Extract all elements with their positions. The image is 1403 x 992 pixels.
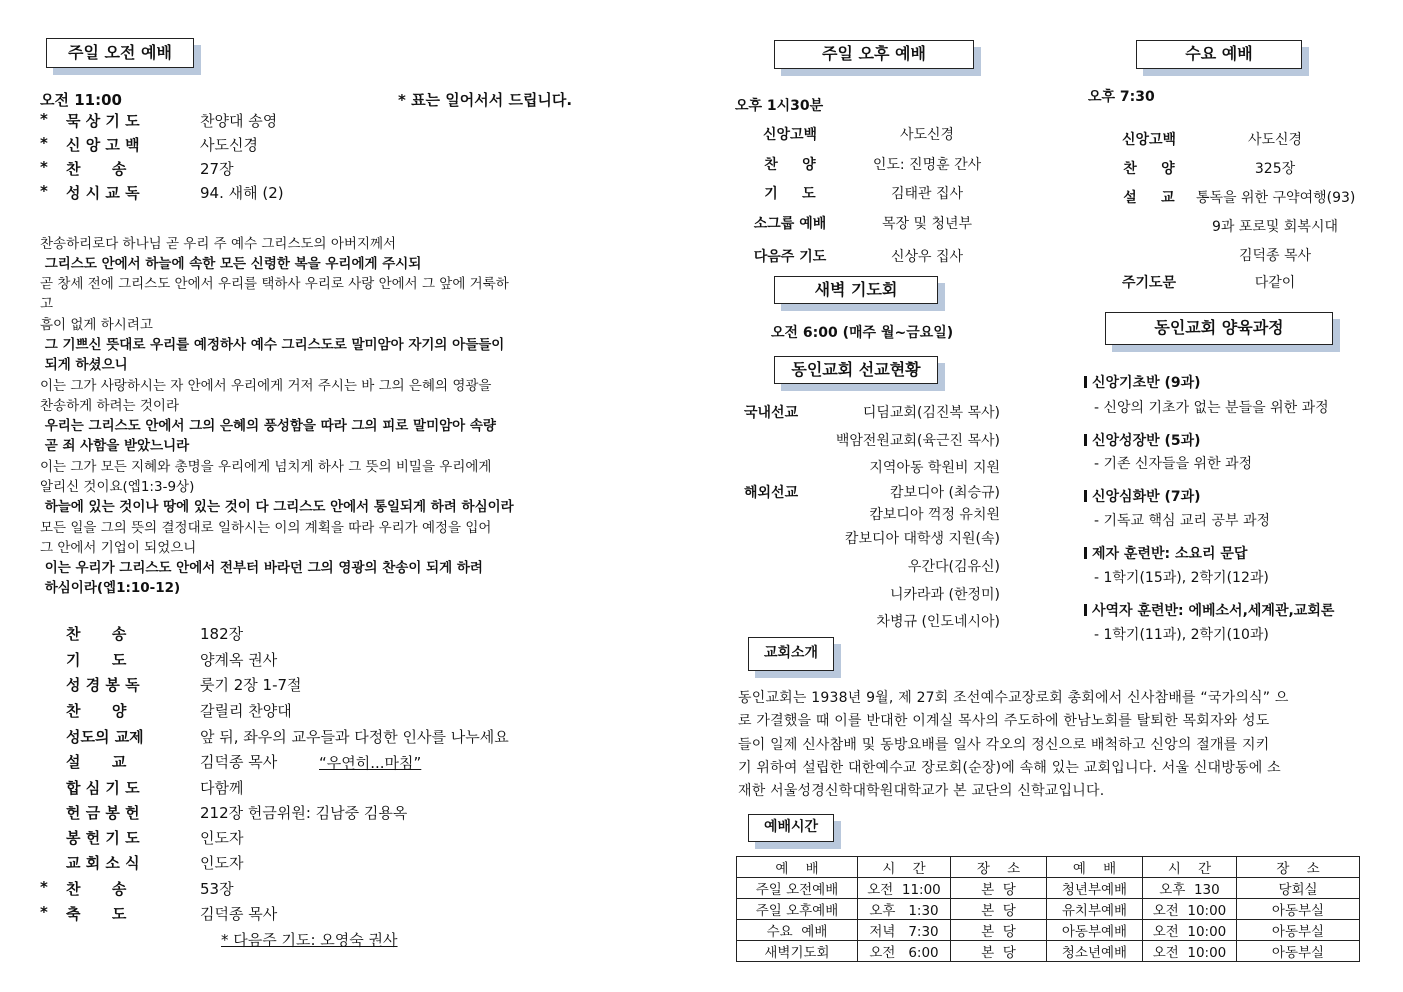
scripture-line: 알리신 것이요(엡1:3-9상)	[40, 479, 195, 495]
schedule-header-row	[737, 857, 1360, 878]
scripture-line: 그 기쁘신 뜻대로 우리를 예정하사 예수 그리스도로 말미암아 자기의 아들들이	[40, 337, 505, 353]
afternoon-label: 다음주 기도	[753, 249, 827, 265]
schedule-header-cell: 예 배	[1047, 857, 1143, 878]
bullet-bar-icon	[1084, 376, 1087, 388]
schedule-cell: 아동부실	[1237, 941, 1360, 962]
course-name	[1084, 600, 1334, 620]
order-star: *	[40, 878, 48, 896]
schedule-cell: 오후 1:30	[858, 899, 951, 920]
schedule-cell: 청소년예배	[1047, 941, 1143, 962]
domestic-mission-item: 지역아동 학원비 지원	[869, 460, 1000, 476]
order-label: 찬 송	[66, 160, 127, 178]
course-name	[1084, 372, 1201, 392]
scripture-line: 이는 그가 사랑하시는 자 안에서 우리에게 거저 주시는 바 그의 은혜의 영광을	[40, 378, 492, 394]
overseas-mission-item: 우간다(김유신)	[907, 559, 1000, 575]
wednesday-label: 설 교	[1123, 190, 1175, 206]
scripture-line: 흠이 없게 하시려고	[40, 317, 153, 333]
order-value: 사도신경	[200, 136, 258, 154]
order-value: 앞 뒤, 좌우의 교우들과 다정한 인사를 나누세요	[200, 728, 509, 746]
schedule-cell: 아동부실	[1237, 899, 1360, 920]
course-name	[1084, 430, 1201, 450]
order-value: 양계옥 권사	[200, 651, 278, 669]
order-label: 축 도	[66, 905, 127, 923]
course-desc: - 1학기(15과), 2학기(12과)	[1094, 570, 1269, 586]
course-desc: - 신앙의 기초가 없는 분들을 위한 과정	[1094, 400, 1329, 416]
afternoon-value: 김태관 집사	[890, 186, 964, 202]
schedule-cell: 아동부예배	[1047, 920, 1143, 941]
order-label: 신 앙 고 백	[66, 136, 140, 154]
order-value: 182장	[200, 625, 244, 643]
weekly-prayer-value: 다같이	[1254, 275, 1296, 291]
afternoon-value: 신상우 집사	[890, 249, 964, 265]
schedule-title: 예배시간	[748, 814, 834, 842]
scripture-line: 찬송하게 하려는 것이라	[40, 398, 179, 414]
scripture-line: 곧 창세 전에 그리스도 안에서 우리를 택하사 우리로 사랑 안에서 그 앞에 거룩하	[40, 276, 509, 292]
scripture-line: 되게 하셨으니	[40, 357, 128, 373]
scripture-line: 이는 우리가 그리스도 안에서 전부터 바라던 그의 영광의 찬송이 되게 하려	[40, 560, 483, 576]
order-label: 합 심 기 도	[66, 779, 140, 797]
course-name	[1084, 543, 1247, 563]
scripture-line: 찬송하리로다 하나님 곧 우리 주 예수 그리스도의 아버지께서	[40, 236, 397, 252]
schedule-row	[737, 920, 1360, 941]
wednesday-value: 사도신경	[1247, 132, 1303, 148]
order-value: 인도자	[200, 829, 244, 847]
order-label: 찬 송	[66, 880, 127, 898]
order-star: *	[40, 182, 48, 200]
order-value: 인도자	[200, 854, 244, 872]
schedule-cell: 본 당	[951, 878, 1047, 899]
wednesday-extra: 9과 포로및 회복시대	[1212, 219, 1338, 235]
schedule-header-cell: 시 간	[858, 857, 951, 878]
scripture-line: 하늘에 있는 것이나 땅에 있는 것이 다 그리스도 안에서 통일되게 하려 하심이라	[40, 499, 514, 515]
schedule-cell: 당회실	[1237, 878, 1360, 899]
schedule-cell: 새벽기도회	[737, 941, 858, 962]
church-intro-line: 기 위하여 설립한 대한예수교 장로회(순장)에 속해 있는 교회입니다. 서울 신대방동에 소	[738, 760, 1281, 776]
standing-note: * 표는 일어서서 드립니다.	[398, 91, 573, 109]
schedule-header-cell: 장 소	[951, 857, 1047, 878]
dawn-prayer-title: 새벽 기도회	[774, 276, 938, 304]
weekly-prayer-label: 주기도문	[1121, 275, 1177, 291]
course-name-text: 신앙심화반 (7과)	[1092, 489, 1201, 505]
bullet-bar-icon	[1084, 490, 1087, 502]
schedule-cell: 본 당	[951, 920, 1047, 941]
domestic-mission-item: 백암전원교회(육근진 목사)	[835, 433, 1000, 449]
schedule-cell: 오후 130	[1143, 878, 1237, 899]
overseas-mission-item: 니카라과 (한정미)	[889, 587, 1000, 603]
order-value: 룻기 2장 1-7절	[200, 676, 302, 694]
wednesday-label: 신앙고백	[1121, 132, 1177, 148]
scripture-line: 고	[40, 296, 54, 312]
afternoon-service-title: 주일 오후 예배	[774, 40, 974, 69]
schedule-row	[737, 878, 1360, 899]
schedule-header-cell: 장 소	[1237, 857, 1360, 878]
order-label: 봉 헌 기 도	[66, 829, 140, 847]
course-name-text: 신앙기초반 (9과)	[1092, 375, 1201, 391]
order-star: *	[40, 110, 48, 128]
afternoon-value: 목장 및 청년부	[881, 216, 973, 232]
order-label: 찬 송	[66, 625, 127, 643]
next-week-prayer: * 다음주 기도: 오영숙 권사	[221, 931, 398, 949]
wednesday-service-title: 수요 예배	[1136, 40, 1302, 69]
order-value: 94. 새해 (2)	[200, 184, 284, 202]
order-label: 기 도	[66, 651, 127, 669]
afternoon-label: 찬 양	[764, 157, 816, 173]
order-value: 김덕종 목사	[200, 753, 278, 771]
schedule-row	[737, 941, 1360, 962]
schedule-cell: 오전 10:00	[1143, 899, 1237, 920]
order-label: 교 회 소 식	[66, 854, 140, 872]
church-intro-line: 재한 서울성경신학대학원대학교가 본 교단의 신학교입니다.	[738, 783, 1105, 799]
order-value: 27장	[200, 160, 234, 178]
schedule-row	[737, 899, 1360, 920]
schedule-cell: 오전 10:00	[1143, 920, 1237, 941]
mission-title: 동인교회 선교현황	[774, 356, 938, 384]
schedule-cell: 본 당	[951, 941, 1047, 962]
afternoon-label: 소그룹 예배	[753, 216, 827, 232]
order-label: 성도의 교제	[66, 728, 144, 746]
overseas-mission-item: 캄보디아 대학생 지원(속)	[844, 531, 1000, 547]
order-value: 갈릴리 찬양대	[200, 702, 292, 720]
schedule-cell: 청년부예배	[1047, 878, 1143, 899]
scripture-line: 모든 일을 그의 뜻의 결정대로 일하시는 이의 계획을 따라 우리가 예정을 입어	[40, 520, 492, 536]
wednesday-time: 오후 7:30	[1088, 89, 1155, 105]
wednesday-label: 찬 양	[1123, 161, 1175, 177]
schedule-cell: 오전 6:00	[858, 941, 951, 962]
church-intro-title: 교회소개	[748, 637, 834, 671]
schedule-cell: 오전 11:00	[858, 878, 951, 899]
scripture-line: 우리는 그리스도 안에서 그의 은혜의 풍성함을 따라 그의 피로 말미암아 속량	[40, 418, 496, 434]
afternoon-value: 인도: 진명훈 간사	[872, 157, 982, 173]
domestic-mission-label: 국내선교	[744, 405, 799, 421]
church-intro-line: 동인교회는 1938년 9월, 제 27회 조선예수교장로회 총회에서 신사참배를 “국가의식” 으	[738, 690, 1289, 706]
overseas-mission-label: 해외선교	[744, 485, 799, 501]
order-star: *	[40, 158, 48, 176]
order-label: 묵 상 기 도	[66, 112, 140, 130]
schedule-table	[736, 856, 1360, 962]
overseas-mission-item: 캄보디아 꺽정 유치원	[869, 507, 1000, 523]
morning-time: 오전 11:00	[40, 91, 122, 109]
course-desc: - 기독교 핵심 교리 공부 과정	[1094, 513, 1271, 529]
order-label: 성 경 봉 독	[66, 676, 140, 694]
afternoon-time: 오후 1시30분	[735, 98, 824, 114]
course-desc: - 기존 신자들을 위한 과정	[1094, 456, 1253, 472]
order-star: *	[40, 903, 48, 921]
afternoon-value: 사도신경	[899, 127, 955, 143]
overseas-mission-item: 차병규 (인도네시아)	[876, 614, 1000, 630]
domestic-mission-item: 디딤교회(김진복 목사)	[862, 405, 1000, 421]
order-value: 찬양대 송영	[200, 112, 278, 130]
course-name-text: 사역자 훈련반: 에베소서,세계관,교회론	[1092, 603, 1335, 619]
scripture-line: 그리스도 안에서 하늘에 속한 모든 신령한 복을 우리에게 주시되	[40, 256, 422, 272]
order-value: 212장 헌금위원: 김남중 김용옥	[200, 804, 408, 822]
scripture-line: 하심이라(엡1:10-12)	[40, 580, 181, 596]
overseas-mission-item: 캄보디아 (최승규)	[889, 485, 1000, 501]
wednesday-value: 325장	[1254, 161, 1296, 177]
schedule-cell: 수요 예배	[737, 920, 858, 941]
schedule-cell: 주일 오전예배	[737, 878, 858, 899]
sermon-title: “우연히...마침”	[319, 754, 422, 772]
course-name	[1084, 486, 1201, 506]
course-name-text: 제자 훈련반: 소요리 문답	[1092, 546, 1248, 562]
afternoon-label: 신앙고백	[762, 127, 818, 143]
bullet-bar-icon	[1084, 604, 1087, 616]
order-star: *	[40, 134, 48, 152]
schedule-cell: 주일 오후예배	[737, 899, 858, 920]
dawn-prayer-time: 오전 6:00 (매주 월~금요일)	[771, 325, 954, 341]
order-label: 성 시 교 독	[66, 184, 140, 202]
order-label: 찬 양	[66, 702, 127, 720]
course-desc: - 1학기(11과), 2학기(10과)	[1094, 627, 1269, 643]
schedule-cell: 아동부실	[1237, 920, 1360, 941]
bullet-bar-icon	[1084, 434, 1087, 446]
schedule-cell: 유치부예배	[1047, 899, 1143, 920]
order-value: 김덕종 목사	[200, 905, 278, 923]
scripture-line: 그 안에서 기업이 되었으니	[40, 540, 197, 556]
schedule-header-cell: 예 배	[737, 857, 858, 878]
scripture-line: 곧 죄 사함을 받았느니라	[40, 438, 190, 454]
order-label: 헌 금 봉 헌	[66, 804, 140, 822]
order-value: 다함께	[200, 779, 244, 797]
course-name-text: 신앙성장반 (5과)	[1092, 433, 1201, 449]
order-label: 설 교	[66, 753, 127, 771]
order-value: 53장	[200, 880, 234, 898]
morning-service-title: 주일 오전 예배	[46, 38, 194, 68]
bullet-bar-icon	[1084, 547, 1087, 559]
church-intro-line: 들이 일제 신사참배 및 동방요배를 일사 각오의 정신으로 배척하고 신앙의 절개를 지키	[738, 737, 1270, 753]
schedule-cell: 오전 10:00	[1143, 941, 1237, 962]
schedule-header-cell: 시 간	[1143, 857, 1237, 878]
scripture-line: 이는 그가 모든 지혜와 총명을 우리에게 넘치게 하사 그 뜻의 비밀을 우리에게	[40, 459, 492, 475]
afternoon-label: 기 도	[764, 186, 816, 202]
church-intro-line: 로 가결했을 때 이를 반대한 이계실 목사의 주도하에 한남노회를 탈퇴한 목회자와 성도	[738, 713, 1270, 729]
courses-title: 동인교회 양육과정	[1105, 312, 1333, 345]
schedule-cell: 저녁 7:30	[858, 920, 951, 941]
wednesday-extra: 김덕종 목사	[1238, 248, 1312, 264]
schedule-cell: 본 당	[951, 899, 1047, 920]
wednesday-value: 통독을 위한 구약여행(93)	[1196, 190, 1356, 206]
